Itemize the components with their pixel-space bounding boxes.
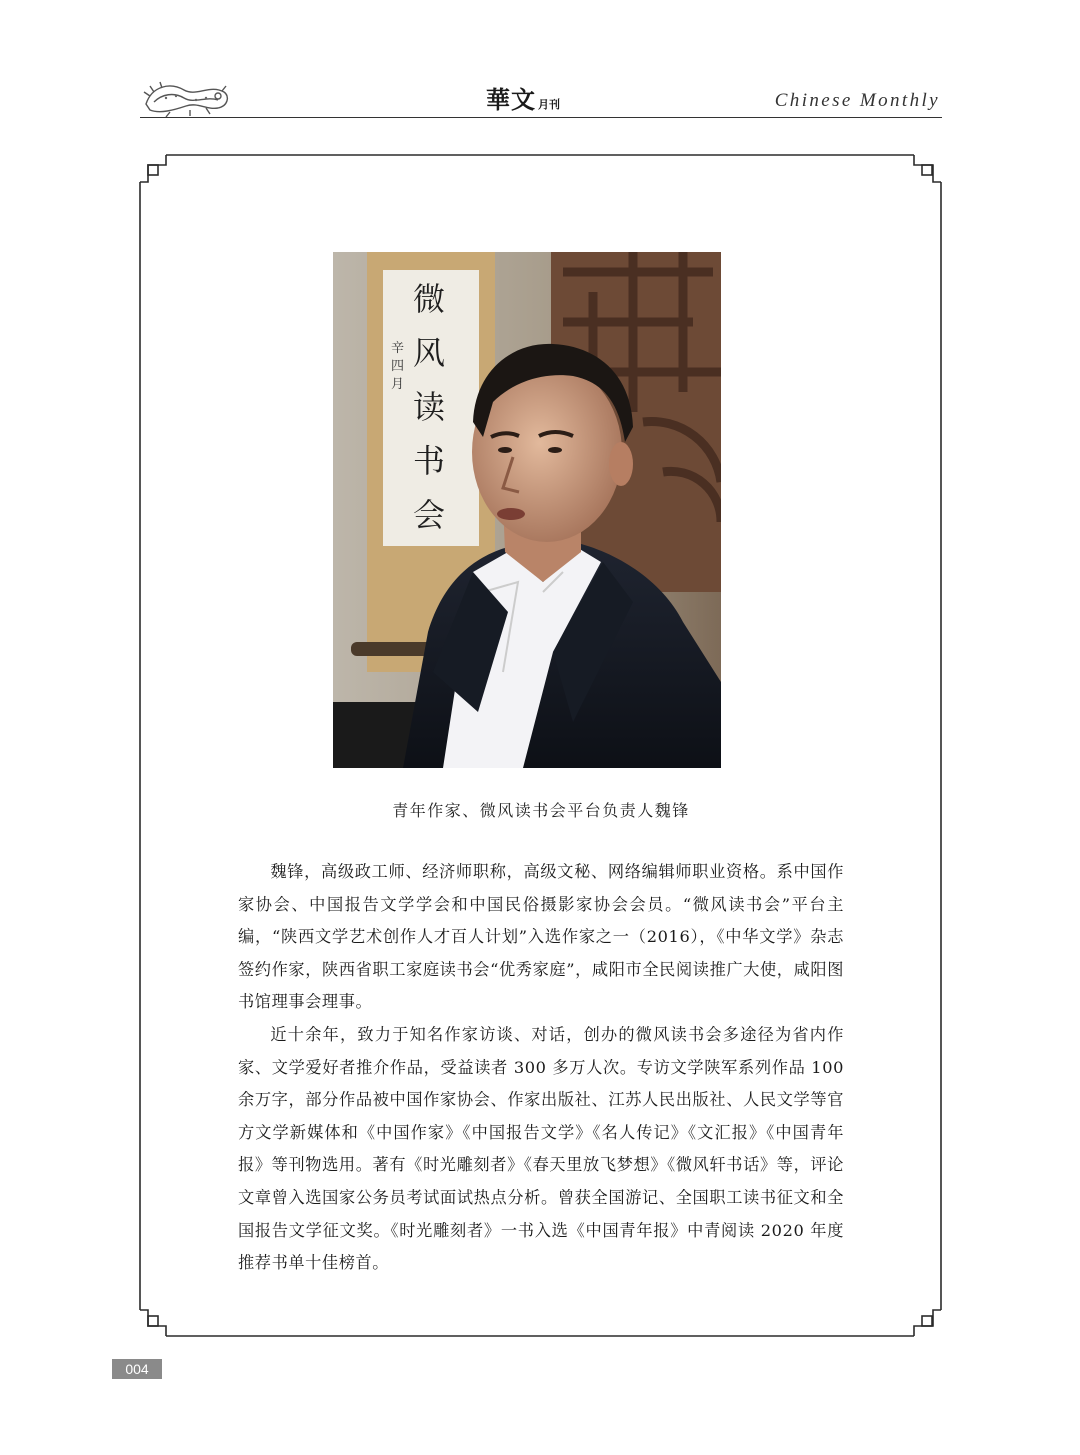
paragraph: 近十余年，致力于知名作家访谈、对话，创办的微风读书会多途径为省内作家、文学爱好者推介作品，受益读者 300 多万人次。专访文学陕军系列作品 100 余万字，部分作品被中国作家协会、作家出版社、江苏人民出版社、人民文学等官方文学新媒体和《中国作家》《中国报告文学》《名人传记》《文汇报》《中国青年报》等刊物选用。著有《时光雕刻者》《春天里放飞梦想》《微风轩书话》等，评论文章曾入选国家公务员考试面试热点分析。曾获全国游记、全国职工读书征文和全国报告文学征文奖。《时光雕刻者》一书入选《中国青年报》中青阅读 2020 年度推荐书单十佳榜首。	[238, 1024, 844, 1273]
magazine-title-sub: 月刊	[538, 98, 560, 111]
portrait-photo-image	[333, 252, 721, 768]
photo-caption: 青年作家、微风读书会平台负责人魏锋	[392, 801, 690, 820]
svg-text:读: 读	[413, 388, 446, 426]
magazine-title	[486, 80, 560, 115]
article-body	[238, 856, 844, 1280]
page-number-badge: 004	[112, 1359, 162, 1379]
magazine-title-english: Chinese Monthly	[774, 90, 940, 111]
paragraph: 魏锋，高级政工师、经济师职称，高级文秘、网络编辑师职业资格。系中国作家协会、中国报告文学学会和中国民俗摄影家协会会员。“微风读书会”平台主编，“陕西文学艺术创作人才百人计划”入选作家之一（2016），《中华文学》杂志签约作家，陕西省职工家庭读书会“优秀家庭”，咸阳市全民阅读推广大使，咸阳图书馆理事会理事。	[238, 862, 844, 1012]
svg-text:风: 风	[413, 334, 446, 372]
svg-text:微: 微	[413, 280, 446, 318]
svg-text:会: 会	[413, 496, 446, 534]
dragon-ornament-icon	[140, 74, 232, 118]
svg-text:辛: 辛	[391, 341, 405, 356]
svg-text:月: 月	[391, 377, 405, 392]
portrait-photo	[333, 252, 721, 768]
svg-text:四: 四	[391, 359, 405, 374]
header-rule	[140, 117, 942, 118]
page-header	[140, 72, 942, 120]
magazine-title-main: 華文	[486, 85, 536, 114]
svg-text:书: 书	[413, 442, 446, 480]
